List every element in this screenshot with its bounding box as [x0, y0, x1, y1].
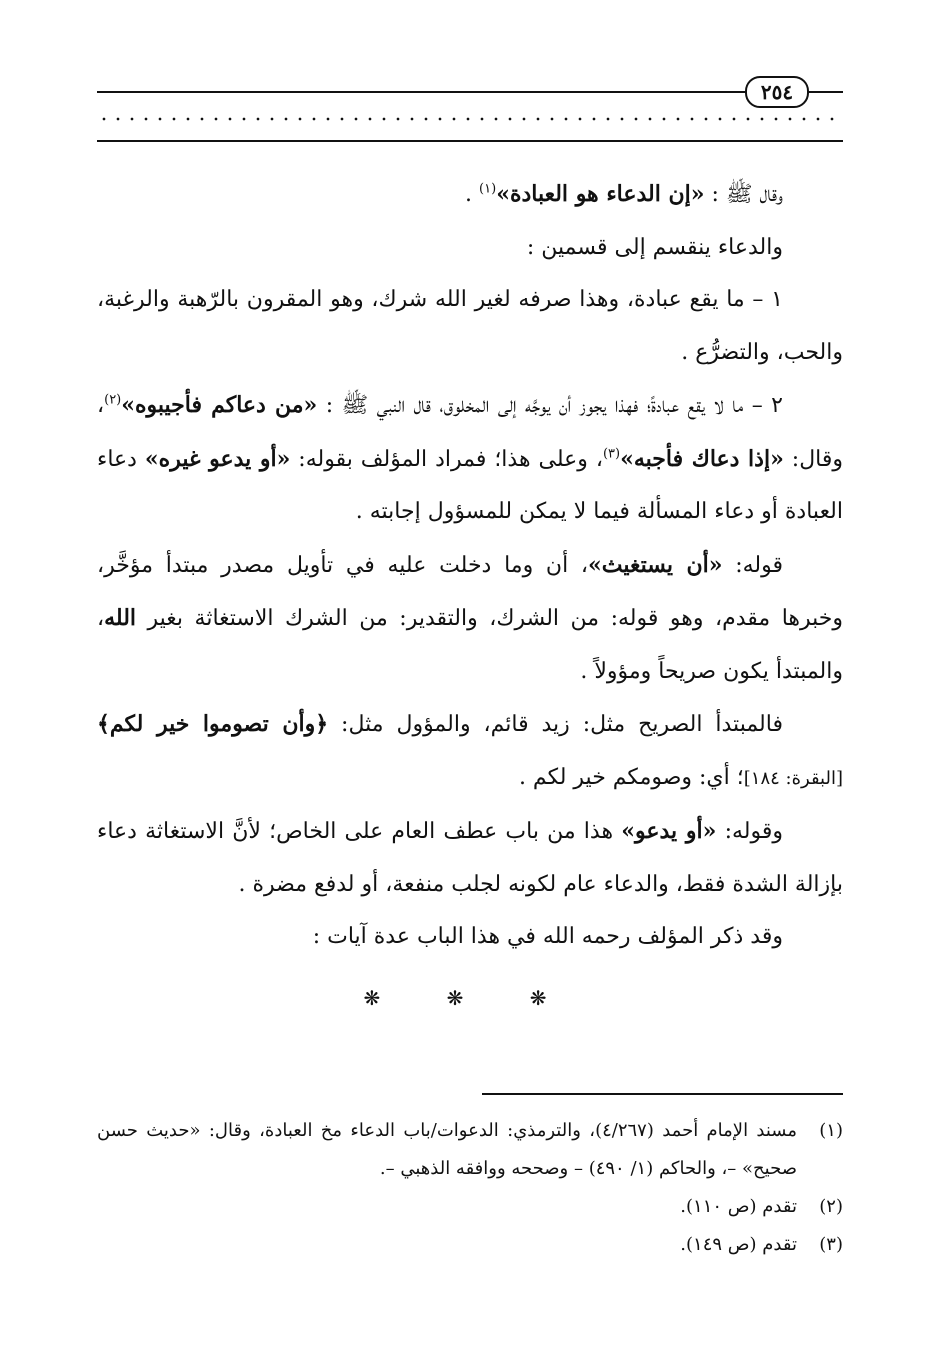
text: وقال ﷺ :	[704, 182, 783, 207]
author-quote: «أو يدعو غيره»	[144, 445, 291, 472]
text: قوله:	[722, 552, 783, 578]
section-separator-stars: ❋ ❋ ❋	[363, 985, 577, 1010]
text: هذا من باب عطف العام على الخاص؛ لأنَّ الاستغاثة دعاء بإزالة الشدة فقط، والدعاء عام لكونه لجلب منفعة، أو لدفع مضرة .	[97, 819, 843, 897]
page-header	[97, 70, 843, 150]
footnote-separator	[482, 1093, 843, 1095]
text: ، وقال:	[97, 393, 844, 472]
text: ٢ – ما لا يقع عبادةً؛ فهذا يجوز أن يوجَّه إلى المخلوق، قال النبي ﷺ :	[317, 393, 783, 418]
paragraph-1	[97, 168, 843, 222]
text: وقوله:	[716, 819, 783, 844]
verse-reference: [البقرة: ١٨٤]	[743, 767, 843, 789]
main-text	[97, 168, 843, 1028]
author-quote: «أو يدعو»	[621, 818, 717, 844]
page-number: ٢٥٤	[745, 76, 809, 108]
header-rule-bottom	[97, 140, 843, 142]
footnote-3	[97, 1226, 843, 1264]
footnote-number: (٢)	[819, 1196, 843, 1217]
text: ؛ أي: وصومكم خير لكم .	[518, 764, 744, 790]
quran-verse: ﴿وأن تصوموا خير لكم﴾	[97, 711, 329, 737]
text: .	[465, 182, 480, 207]
footnotes	[97, 1112, 843, 1264]
footnote-ref-1[interactable]: (١)	[479, 181, 497, 197]
paragraph-4	[97, 379, 843, 539]
footnote-number: (١)	[819, 1120, 843, 1141]
hadith-quote: «من دعاكم فأجيبوه»	[121, 392, 318, 418]
dotted-divider	[97, 114, 843, 124]
author-quote: «أن يستغيث»	[588, 551, 723, 578]
text: فالمبتدأ الصريح مثل: زيد قائم، والمؤول مثل:	[328, 712, 783, 737]
paragraph-8: وقد ذكر المؤلف رحمه الله في هذا الباب عدة آيات :	[312, 924, 783, 949]
paragraph-2: والدعاء ينقسم إلى قسمين :	[526, 234, 783, 260]
footnote-text: تقدم (ص ١٤٩).	[680, 1234, 797, 1255]
footnote-text: مسند الإمام أحمد (٤/٢٦٧)، والترمذي: الدعوات/باب الدعاء مخ العبادة، وقال: «حديث حسن صحيح» –، والحاكم (١/ ٤٩٠) – وصححه ووافقه الذهبي –.	[97, 1120, 797, 1179]
paragraph-7	[97, 805, 843, 911]
footnote-ref-3[interactable]: (٣)	[602, 446, 621, 462]
text: ، والمبتدأ يكون صريحاً ومؤولاً .	[97, 606, 843, 684]
footnote-ref-2[interactable]: (٢)	[104, 392, 122, 408]
paragraph-5	[97, 539, 843, 699]
footnote-text: تقدم (ص ١١٠).	[680, 1196, 797, 1217]
text: ، وعلى هذا؛ فمراد المؤلف بقوله:	[290, 446, 603, 472]
header-rule-top	[97, 91, 843, 93]
text: ، أن وما دخلت عليه في تأويل مصدر مبتدأ مؤخَّر، وخبرها مقدم، وهو قوله: من الشرك، والتقدير: من الشرك الاستغاثة بغير	[97, 552, 843, 631]
paragraph-6	[97, 698, 843, 805]
paragraph-3: ١ – ما يقع عبادة، وهذا صرفه لغير الله شرك، وهو المقرون بالرّهبة والرغبة، والحب، والتضرُّع .	[97, 287, 843, 365]
hadith-quote: «إذا دعاك فأجبه»	[620, 445, 784, 472]
divine-name: الله	[104, 605, 137, 631]
footnote-1	[97, 1112, 843, 1188]
footnote-2	[97, 1188, 843, 1226]
hadith-quote: «إن الدعاء هو العبادة»	[496, 181, 705, 207]
text: دعاء العبادة أو دعاء المسألة فيما لا يمكن للمسؤول إجابته .	[97, 446, 843, 524]
footnote-number: (٣)	[819, 1234, 843, 1255]
